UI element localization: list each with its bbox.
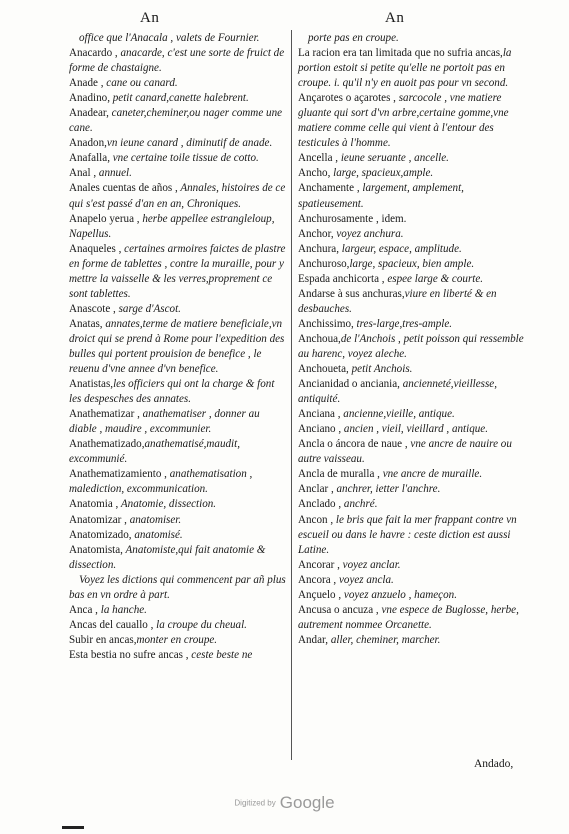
dictionary-entry: [69, 151, 287, 166]
entry-headword: Subir en ancas,: [69, 633, 137, 646]
entry-definition: viure en liberté & en desbauches.: [298, 287, 497, 315]
dictionary-entry: [69, 212, 287, 242]
dictionary-entry: [69, 46, 287, 76]
entry-headword: Anchamente ,: [298, 182, 360, 195]
dictionary-entry: [69, 317, 287, 377]
dictionary-entry: [69, 106, 287, 136]
entry-definition: la portion estoit si petite qu'elle ne portoit pas en croupe. i. qu'il n'y en auoit pas pour vn second.: [298, 47, 512, 90]
entry-definition: de l'Anchois , petit poisson qui ressemble au harenc, voyez aleche.: [298, 332, 524, 360]
dictionary-entry: [298, 588, 526, 603]
dictionary-entry: [69, 497, 287, 512]
entry-definition: vne ancre de muraille.: [379, 468, 483, 481]
entry-headword: Andarse à sus anchuras,: [298, 287, 405, 300]
dictionary-entry: [298, 91, 526, 151]
entry-headword: Anca ,: [69, 603, 98, 616]
dictionary-entry: [298, 287, 526, 317]
entry-definition: voyez anzuelo , hameçon.: [341, 588, 457, 601]
entry-definition: vne espece de Buglosse, herbe, autrement nommee Orcanette.: [298, 603, 519, 631]
entry-definition: ancienne,vieille, antique.: [340, 408, 455, 421]
entry-definition: largement, amplement, spatieusement.: [298, 182, 464, 210]
entry-headword: Anclado ,: [298, 498, 342, 511]
page-edge-mark: [62, 826, 84, 829]
entry-headword: Ancla de muralla ,: [298, 468, 380, 481]
entry-definition: anatomiser.: [126, 513, 182, 526]
dictionary-entry: [69, 181, 287, 211]
entry-headword: Anales cuentas de años ,: [69, 182, 178, 195]
entry-headword: Ancella ,: [298, 152, 339, 165]
dictionary-entry: [69, 407, 287, 437]
entry-definition: Voyez les dictions qui commencent par añ plus bas en vn ordre à part.: [69, 573, 286, 601]
entry-headword: Anclar ,: [298, 483, 334, 496]
left-column: [69, 31, 287, 663]
entry-headword: Anade ,: [69, 77, 104, 90]
dictionary-entry: [69, 543, 287, 573]
entry-definition: large, spacieux,ample.: [330, 167, 434, 180]
entry-headword: Anal ,: [69, 167, 97, 180]
entry-definition: caneter,cheminer,ou nager comme une cane.: [69, 107, 283, 135]
dictionary-entry: [69, 603, 287, 618]
entry-definition: voyez anchura.: [333, 227, 404, 240]
entry-headword: Anascote ,: [69, 302, 116, 315]
column-divider: [291, 30, 292, 760]
entry-headword: Ancho,: [298, 167, 331, 180]
entry-headword: Ancianidad o anciania,: [298, 378, 400, 391]
dictionary-entry: [298, 467, 526, 482]
dictionary-entry: [298, 166, 526, 181]
entry-definition: vne certaine toile tissue de cotto.: [109, 152, 259, 165]
entry-definition: le bris que fait la mer frappant contre vn escueil ou dans le havre : ceste diction est aussi Latine.: [298, 513, 517, 556]
entry-definition: sarge d'Ascot.: [115, 302, 181, 315]
entry-definition: petit canard,canette halebrent.: [109, 92, 249, 105]
entry-definition: anchré.: [341, 498, 378, 511]
dictionary-entry: [69, 437, 287, 467]
entry-headword: Anatas,: [69, 317, 103, 330]
entry-headword: Anchurosamente , idem.: [298, 212, 407, 225]
entry-headword: Ancusa o ancuza ,: [298, 603, 379, 616]
entry-headword: Anacardo ,: [69, 47, 118, 60]
dictionary-entry: [69, 302, 287, 317]
entry-definition: tres-large,tres-ample.: [353, 317, 453, 330]
entry-headword: Anafalla,: [69, 152, 110, 165]
entry-definition: annates,terme de matiere beneficiale,vn droict qui se prend à Rome pour l'expedition des bulles qui portent prouision de benefice , le reuenu d'vne annee d'vn benefice.: [69, 317, 285, 376]
entry-definition: annuel.: [96, 167, 132, 180]
entry-headword: Ançuelo ,: [298, 588, 342, 601]
entry-headword: Anchor,: [298, 227, 334, 240]
digitization-watermark: [0, 793, 569, 813]
running-header-left: An: [140, 10, 160, 26]
entry-headword: Ancon ,: [298, 513, 334, 526]
dictionary-entry: [298, 422, 526, 437]
entry-headword: Anciano ,: [298, 423, 342, 436]
entry-headword: Anapelo yerua ,: [69, 212, 140, 225]
entry-headword: Anatistas,: [69, 378, 114, 391]
dictionary-entry: [298, 407, 526, 422]
entry-headword: Anchura,: [298, 242, 339, 255]
entry-definition: voyez ancla.: [336, 573, 394, 586]
dictionary-entry: [298, 482, 526, 497]
entry-definition: petit Anchois.: [348, 363, 413, 376]
entry-headword: Anchoueta,: [298, 363, 349, 376]
dictionary-entry: [298, 46, 526, 91]
watermark-brand: Google: [279, 793, 335, 812]
dictionary-entry: [69, 76, 287, 91]
entry-headword: Ancla o áncora de naue ,: [298, 438, 408, 451]
entry-headword: Anchuroso,: [298, 257, 350, 270]
dictionary-entry: [298, 227, 526, 242]
entry-headword: Ançarotes o açarotes ,: [298, 92, 396, 105]
entry-definition: anathematisation , malediction, excommunication.: [69, 468, 253, 496]
dictionary-entry: [298, 151, 526, 166]
dictionary-entry: [298, 242, 526, 257]
entry-definition: anathematiser , donner au diable , maudire , excommunier.: [69, 408, 260, 436]
entry-definition: Anatomiste,qui fait anatomie & dissection.: [69, 543, 266, 571]
dictionary-entry: [298, 513, 526, 558]
dictionary-entry: [69, 91, 287, 106]
dictionary-entry: [69, 573, 287, 603]
dictionary-entry: [69, 166, 287, 181]
dictionary-entry: [69, 648, 287, 663]
dictionary-entry: [298, 257, 526, 272]
entry-headword: La racion era tan limitada que no sufria ancas,: [298, 47, 503, 60]
dictionary-entry: [298, 497, 526, 512]
entry-definition: ancien , vieil, vieillard , antique.: [341, 423, 488, 436]
entry-definition: espee large & courte.: [384, 272, 484, 285]
entry-definition: herbe appellee estrangleloup, Napellus.: [69, 212, 275, 240]
dictionary-entry: [69, 136, 287, 151]
entry-definition: sarcocole , vne matiere gluante qui sort d'vn arbre,certaine gomme,vne matiere comme celle qui vient à l'entour des testicules à l'homme.: [298, 92, 509, 150]
entry-headword: Anchoua,: [298, 332, 341, 345]
dictionary-entry: [298, 633, 526, 648]
entry-headword: Anciana ,: [298, 408, 341, 421]
entry-definition: office que l'Anacala , valets de Fournier.: [79, 32, 260, 44]
entry-headword: Anadino,: [69, 92, 110, 105]
entry-headword: Anatomia ,: [69, 498, 119, 511]
dictionary-entry: [298, 317, 526, 332]
dictionary-entry: [298, 212, 526, 227]
dictionary-entry: [298, 332, 526, 362]
dictionary-entry: [69, 467, 287, 497]
watermark-prefix: Digitized by: [234, 798, 276, 808]
entry-definition: la hanche.: [97, 603, 147, 616]
entry-definition: largeur, espace, amplitude.: [338, 242, 462, 255]
dictionary-entry: [69, 377, 287, 407]
entry-headword: Ancora ,: [298, 573, 337, 586]
entry-definition: Anatomie, dissection.: [118, 498, 217, 511]
dictionary-entry: [298, 31, 526, 46]
entry-definition: cane ou canard.: [103, 77, 178, 90]
entry-definition: anacarde, c'est une sorte de fruict de forme de chastaigne.: [69, 47, 285, 75]
dictionary-entry: [69, 513, 287, 528]
entry-headword: Ancorar ,: [298, 558, 340, 571]
entry-definition: anatomisé.: [131, 528, 183, 541]
entry-headword: Anathematizado,: [69, 438, 145, 451]
catchword: Andado,: [474, 758, 514, 770]
entry-definition: les officiers qui ont la charge & font les despesches des annates.: [69, 378, 275, 406]
running-header-right: An: [385, 10, 405, 26]
entry-headword: Espada anchicorta ,: [298, 272, 385, 285]
dictionary-entry: [69, 618, 287, 633]
entry-headword: Anatomista,: [69, 543, 123, 556]
dictionary-entry: [298, 573, 526, 588]
dictionary-entry: [298, 437, 526, 467]
entry-definition: certaines armoires faictes de plastre en forme de tablettes , contre la muraille, pour y mettre la vaisselle & les verres,proprement ce sont tablettes.: [69, 242, 286, 300]
dictionary-entry: [298, 558, 526, 573]
dictionary-entry: [298, 377, 526, 407]
dictionary-entry: [298, 603, 526, 633]
entry-definition: Annales, histoires de ce qui s'est passé d'an en an, Chroniques.: [69, 182, 286, 210]
entry-definition: la croupe du cheual.: [153, 618, 247, 631]
entry-headword: Andar,: [298, 633, 329, 646]
entry-definition: anchrer, ietter l'anchre.: [333, 483, 441, 496]
entry-headword: Anatomizado,: [69, 528, 132, 541]
dictionary-entry: [298, 362, 526, 377]
dictionary-entry: [298, 272, 526, 287]
entry-headword: Anatomizar ,: [69, 513, 127, 526]
entry-headword: Esta bestia no sufre ancas ,: [69, 648, 189, 661]
entry-definition: monter en croupe.: [136, 633, 218, 646]
entry-headword: Anadear,: [69, 107, 109, 120]
dictionary-entry: [298, 181, 526, 211]
entry-definition: vne ancre de nauire ou autre vaisseau.: [298, 438, 512, 466]
entry-definition: porte pas en croupe.: [308, 32, 399, 44]
right-column: [298, 31, 526, 648]
entry-definition: ieune seruante , ancelle.: [338, 152, 449, 165]
entry-headword: Anathematizamiento ,: [69, 468, 167, 481]
entry-definition: voyez anclar.: [339, 558, 401, 571]
entry-definition: ceste beste ne: [188, 648, 253, 661]
entry-headword: Anchissimo,: [298, 317, 354, 330]
entry-definition: vn ieune canard , diminutif de anade.: [106, 137, 273, 150]
dictionary-entry: [69, 31, 287, 46]
entry-headword: Ancas del cauallo ,: [69, 618, 154, 631]
entry-headword: Anathematizar ,: [69, 408, 140, 421]
entry-definition: anathematisé,maudit, excommunié.: [69, 438, 240, 466]
entry-definition: large, spacieux, bien ample.: [349, 257, 475, 270]
entry-definition: ancienneté,vieillesse, antiquité.: [298, 378, 497, 406]
entry-definition: aller, cheminer, marcher.: [328, 633, 441, 646]
dictionary-entry: [69, 528, 287, 543]
entry-headword: Anadon,: [69, 137, 107, 150]
entry-headword: Anaqueles ,: [69, 242, 122, 255]
dictionary-entry: [69, 242, 287, 302]
dictionary-entry: [69, 633, 287, 648]
